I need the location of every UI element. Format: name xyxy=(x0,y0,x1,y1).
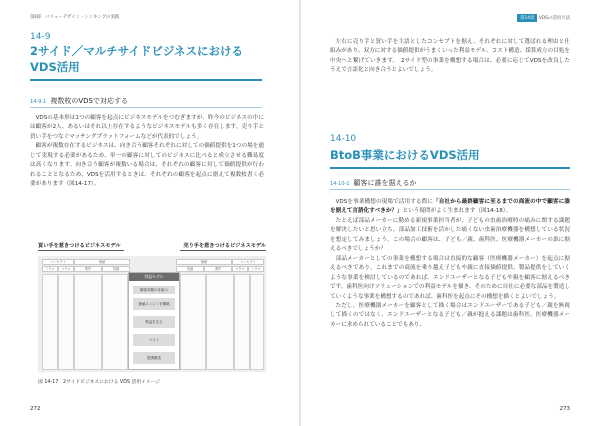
figure-cell: ミクロ xyxy=(248,266,264,272)
subsection-number: 14-9-1 xyxy=(30,99,47,105)
subsection-number: 14-10-1 xyxy=(330,181,350,187)
figure-column xyxy=(206,274,234,370)
subsection-heading xyxy=(30,96,128,106)
subsection-title: 顧客に誰を据えるか xyxy=(353,179,417,187)
paragraph: 顧客が複数存在するビジネスは、向き合う顧客それぞれに対しての価値提供を1つの場を通じて実現する必要があるため、単一の顧客に対してのビジネスに比べると成立させる難易度は高くなります。向き合う顧客が複数いる場合は、それぞれの顧客に対して価値提供が行われることとなるため、VDSを活用するときは、それぞれの顧客を起点に据えて複数枚書く必要があります（図14-17）。 xyxy=(30,143,264,188)
figure-cell: コンセプト xyxy=(232,259,264,265)
figure-box: 提携構造 xyxy=(133,352,175,364)
paragraph xyxy=(330,198,570,217)
paragraph: たとえば部品メーカーに勤める新規事業担当者が、子どもの虫歯治療時の痛みに関する課題を解決したいと思い立ち、部品加工技術を活かした痛くない虫歯治療機器を構想している状況を想定してみましょう。この場合の顧客は、子ども／親、歯科医、医療機器メーカーの誰に据えるべきでしょうか？ xyxy=(330,217,570,253)
figure-column xyxy=(58,274,74,370)
figure-caption: 図 14-17 2サイドビジネスにおける VDS 活用イメージ xyxy=(38,380,161,385)
figure-cell: 要件 xyxy=(74,266,102,272)
figure-cell: マクロ xyxy=(58,266,74,272)
paragraph: VDSの基本形は1つの顧客を起点にビジネスモデルをつむぎますが、昨今のビジネスの中には顧客が2人、あるいはそれ以上存在するようなビジネスモデルも多く存在します。売り手と買い手をつなぐマッチングプラットフォームなどが代表的でしょう。 xyxy=(30,115,264,140)
figure-column xyxy=(180,274,206,370)
figure-column xyxy=(102,274,128,370)
paragraph-text: VDSを事業構想の現場で活用する際に xyxy=(335,199,434,205)
subsection-title: 複数枚のVDSで対応する xyxy=(50,97,128,105)
right-running-head xyxy=(517,14,570,22)
figure-box: 顧客同期の仕組み xyxy=(133,286,175,294)
figure-arrow-left xyxy=(38,250,124,251)
paragraph-text: という疑問がよく生まれます（図14-18）。 xyxy=(402,208,512,215)
running-head-title: VDSの活用方法 xyxy=(538,16,570,21)
intro-text xyxy=(330,38,570,76)
figure-box: 利益を生む xyxy=(133,316,175,328)
figure-labels xyxy=(38,242,266,252)
paragraph: 左右に売り手と買い手を主語としたコンセプトを据え、それぞれに対して選ばれる理由と仕組みがあり、双方に対する価値提供がうまくいった利益モデル、コスト構造、採算成立の目処を中央へと繋げていきます。 2サイド型の事業を構想する場合は、必要に応じてVDSを改良したうえで言語化と向き合うとよいでしょう。 xyxy=(330,39,570,74)
page-number: 273 xyxy=(559,406,570,412)
figure-cell: 価値 xyxy=(74,259,130,265)
subsection-heading xyxy=(330,178,417,188)
figure-header-row-2 xyxy=(42,266,262,271)
figure-column xyxy=(250,274,264,370)
figure-label-seller: 売り手を惹きつけるビジネスモデル xyxy=(183,243,266,249)
body-text xyxy=(30,114,264,190)
figure-cell: 役割 xyxy=(102,266,130,272)
figure-column xyxy=(234,274,250,370)
section-title-line-1: 2サイド／マルチサイドビジネスにおける xyxy=(30,44,244,58)
section-title-line-2: VDS活用 xyxy=(30,60,80,74)
paragraph-highlight: 「自社から最終顧客に至るまでの商流の中で顧客に誰を据えて言語化すべきか？」 xyxy=(330,199,570,215)
right-page xyxy=(300,0,600,426)
left-running-head: 第Ⅱ部 バリューデザイン・シンキングの実践 xyxy=(30,15,120,20)
figure-cell: 役割 xyxy=(176,266,204,272)
subsection-rule xyxy=(330,189,570,190)
section-title: BtoB事業におけるVDS活用 xyxy=(330,148,480,162)
figure-header-row-1 xyxy=(42,259,262,264)
figure-arrow-right xyxy=(180,250,266,251)
body-text xyxy=(330,198,570,330)
section-rule xyxy=(330,167,570,169)
figure-label-buyer: 買い手を惹きつけるビジネスモデル xyxy=(38,243,121,249)
page-number: 272 xyxy=(30,406,41,412)
paragraph: 部品メーカーとしての事業を構想する場合は直接的な顧客（医療機器メーカー）を起点に据えるべきであり、これまでの商流を乗り越え子どもや親に直接価値提供、製品提供をしていくような事業を検討しているのであれば、エンドユーザーとなる子どもや親を顧客に据えるべきです。歯科医向けソリューションでの利益モデルを描き、そのために自社に必要な部品を製造していくような事業を構想するのであれば、歯科医を起点にその構想を描くとよいでしょう。 xyxy=(330,255,570,300)
vds-figure xyxy=(38,256,266,372)
figure-box: 価値エンジンを構築 xyxy=(133,298,175,310)
figure-box: コスト xyxy=(133,334,175,346)
figure-center-panel xyxy=(128,272,180,370)
figure-cell: 要件 xyxy=(204,266,232,272)
figure-cell: ミクロ xyxy=(42,266,58,272)
subsection-rule xyxy=(30,107,262,108)
figure-center-head: 利益モデル xyxy=(129,273,179,281)
figure-cell: マクロ xyxy=(232,266,248,272)
section-rule xyxy=(30,79,262,81)
figure-cell: コンセプト xyxy=(42,259,74,265)
running-head-chapter: 第14章 xyxy=(517,14,537,22)
section-number: 14-9 xyxy=(30,32,51,42)
figure-cell: 価値 xyxy=(176,259,232,265)
figure-column xyxy=(42,274,58,370)
paragraph: ただし、医療機器メーカーを顧客として描く場合はエンドユーザーである子ども／親を無視して描くのではなく、エンドユーザーとなる子ども／親が抱える課題は歯科医、医療機器メーカーに求められていることでもあり、 xyxy=(330,302,570,328)
section-number: 14-10 xyxy=(330,134,357,144)
figure-column xyxy=(74,274,102,370)
